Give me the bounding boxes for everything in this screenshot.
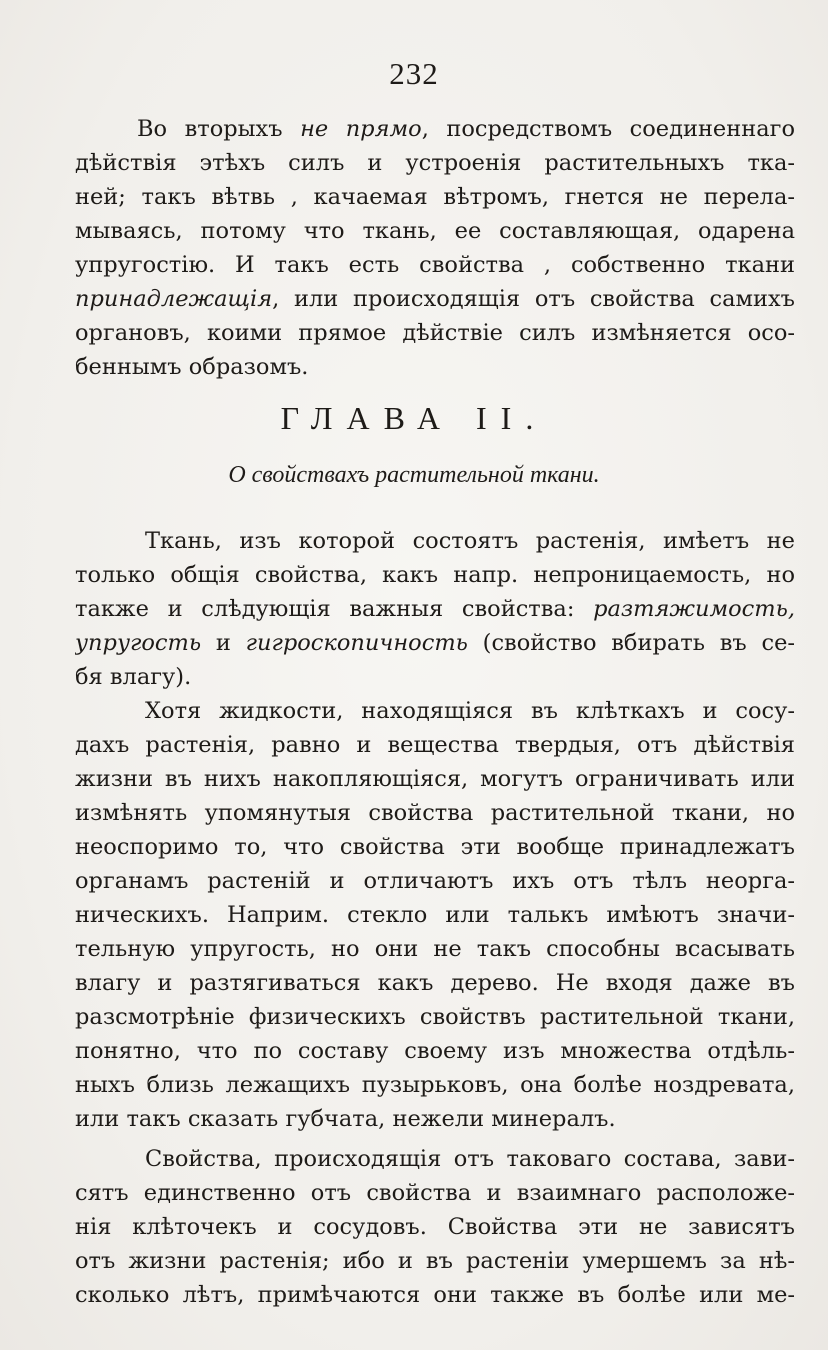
text-line: дахъ растенія, равно и вещества твердыя, отъ дѣйствія — [75, 732, 795, 758]
text-line: только общія свойства, какъ напр. непроницаемость, но — [75, 562, 795, 588]
page-number: 232 — [389, 56, 439, 91]
text-line: органовъ, коими прямое дѣйствіе силъ измѣняется осо- — [75, 320, 795, 346]
text-line: ныхъ близь лежащихъ пузырьковъ, она болѣе ноздревата, — [75, 1072, 795, 1098]
text-line: Свойства, происходящія отъ таковаго состава, зави- — [145, 1146, 795, 1172]
chapter-heading: ГЛАВА II. — [280, 400, 548, 436]
chapter-subheading: О свойствахъ растительной ткани. — [228, 462, 600, 488]
text-line: упругостію. И такъ есть свойства , собственно ткани — [75, 252, 795, 278]
text-line: Во вторыхъ не прямо, посредствомъ соединеннаго — [137, 116, 795, 142]
text-line: принадлежащія, или происходящія отъ свойства самихъ — [75, 286, 795, 312]
text-line: дѣйствія этѣхъ силъ и устроенія растительныхъ тка- — [75, 150, 795, 176]
text-line: тельную упругость, но они не такъ способны всасывать — [75, 936, 795, 962]
text-line: сятъ единственно отъ свойства и взаимнаго расположе- — [75, 1180, 795, 1206]
text-line: разсмотрѣніе физическихъ свойствъ растительной ткани, — [75, 1004, 795, 1030]
text-line: понятно, что по составу своему изъ множества отдѣль- — [75, 1038, 795, 1064]
text-line: Ткань, изъ которой состоятъ растенія, имѣетъ не — [145, 528, 795, 554]
text-line: бя влагу). — [75, 664, 192, 690]
text-line: беннымъ образомъ. — [75, 354, 309, 380]
text-line: ническихъ. Наприм. стекло или талькъ имѣютъ значи- — [75, 902, 795, 928]
text-line: Хотя жидкости, находящіяся въ клѣткахъ и сосу- — [145, 698, 795, 724]
text-line: упругость и гигроскопичность (свойство вбирать въ се- — [75, 630, 795, 656]
text-line: также и слѣдующія важныя свойства: разтяжимость, — [75, 596, 795, 622]
text-line: измѣнять упомянутыя свойства растительной ткани, но — [75, 800, 795, 826]
text-line: влагу и разтягиваться какъ дерево. Не входя даже въ — [75, 970, 795, 996]
text-line: сколько лѣтъ, примѣчаются они также въ болѣе или ме- — [75, 1282, 795, 1308]
text-line: нія клѣточекъ и сосудовъ. Свойства эти не зависятъ — [75, 1214, 795, 1240]
text-line: жизни въ нихъ накопляющіяся, могутъ ограничивать или — [75, 766, 795, 792]
text-line: неоспоримо то, что свойства эти вообще принадлежатъ — [75, 834, 795, 860]
text-line: органамъ растеній и отличаютъ ихъ отъ тѣлъ неорга- — [75, 868, 795, 894]
text-line: мываясь, потому что ткань, ее составляющая, одарена — [75, 218, 795, 244]
text-line: ней; такъ вѣтвь , качаемая вѣтромъ, гнется не перела- — [75, 184, 795, 210]
text-line: или такъ сказать губчата, нежели минералъ. — [75, 1106, 616, 1132]
text-line: отъ жизни растенія; ибо и въ растеніи умершемъ за нѣ- — [75, 1248, 795, 1274]
